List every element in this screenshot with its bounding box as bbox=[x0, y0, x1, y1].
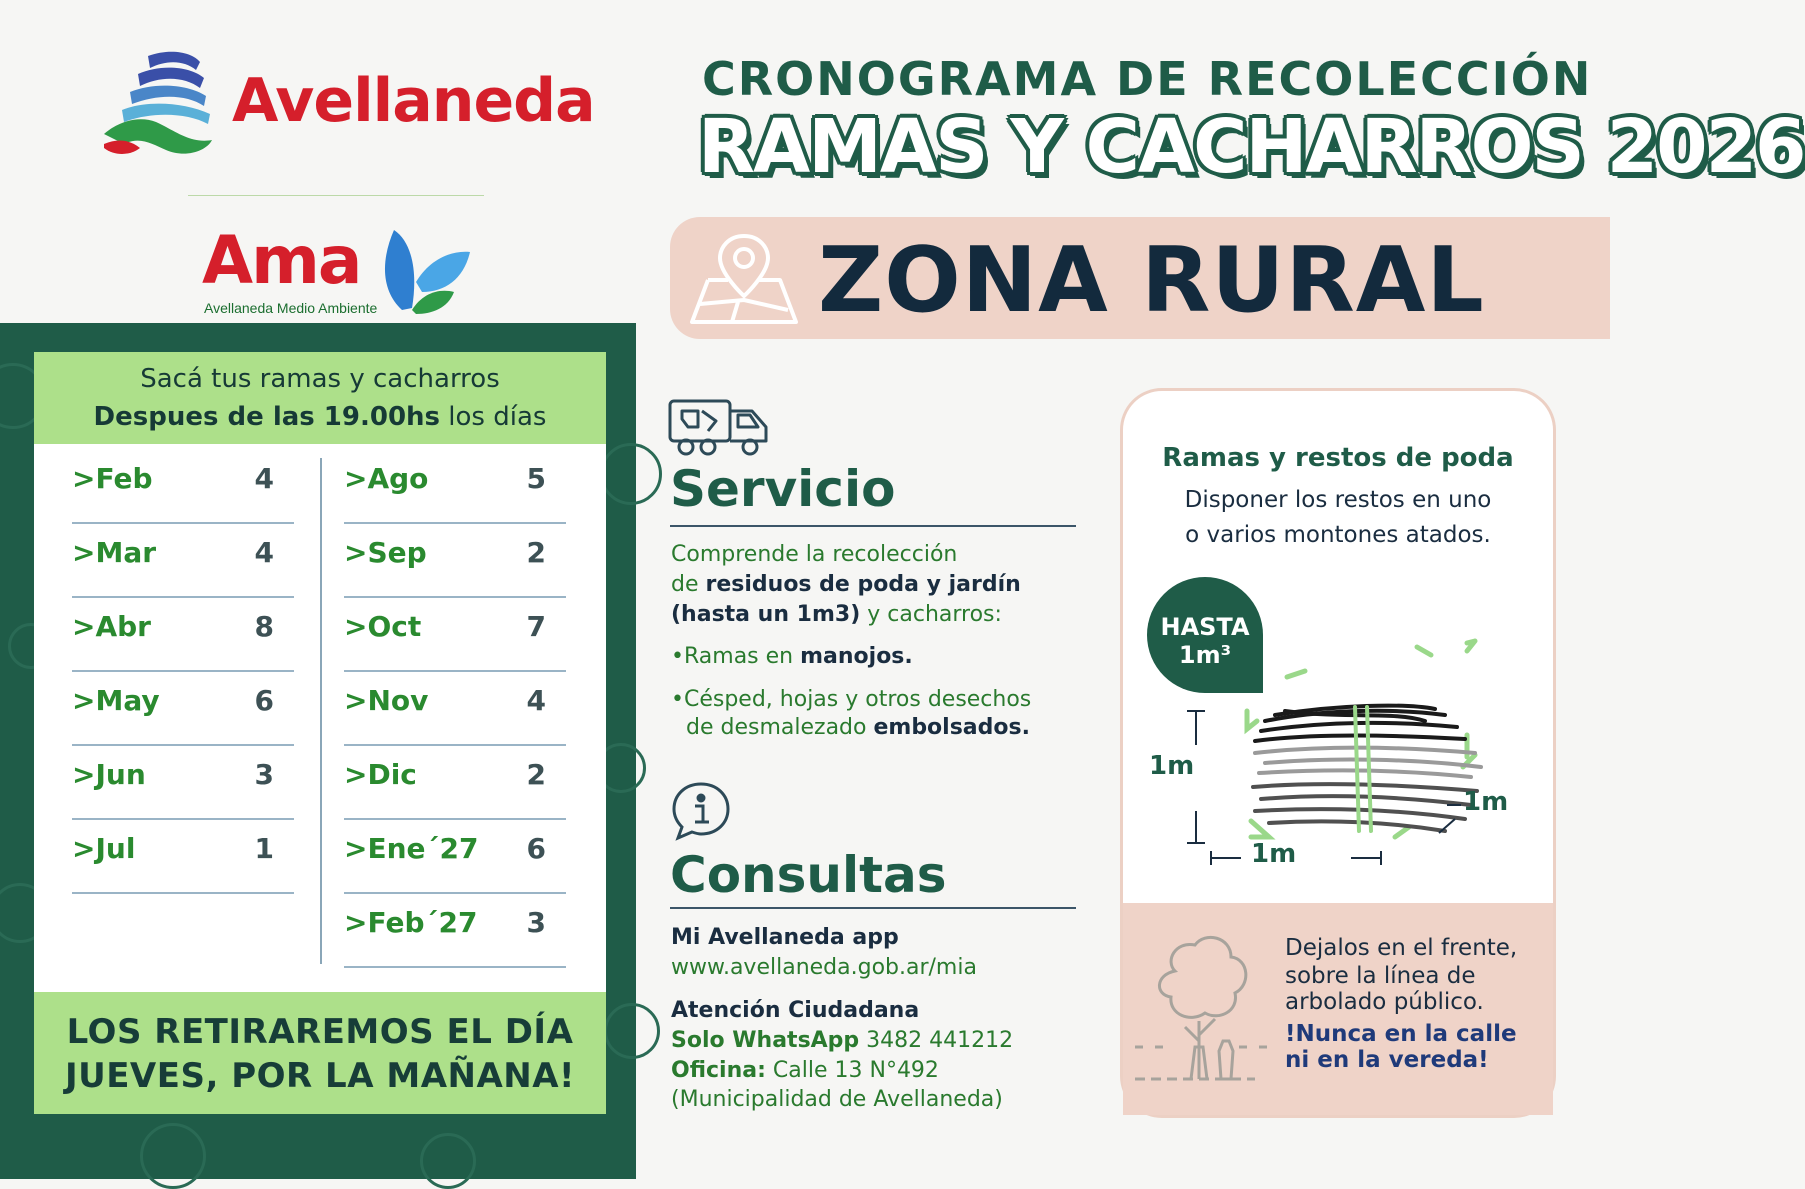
month: >Jun bbox=[72, 758, 146, 791]
title-line2: RAMAS Y CACHARROS 2026 bbox=[698, 104, 1805, 190]
day: 5 bbox=[526, 462, 546, 495]
butterfly-icon bbox=[372, 222, 472, 314]
day: 1 bbox=[254, 832, 274, 865]
day: 7 bbox=[526, 610, 546, 643]
month: >Ene´27 bbox=[344, 832, 479, 865]
service-line3-bold: (hasta un 1m3) bbox=[671, 602, 861, 627]
column-divider bbox=[320, 458, 322, 964]
month: >Jul bbox=[72, 832, 136, 865]
service-line3 bbox=[671, 600, 1091, 630]
consultas-heading: Consultas bbox=[670, 846, 947, 904]
schedule-row bbox=[344, 448, 566, 524]
dimension-depth: 1m bbox=[1463, 787, 1509, 817]
placement-line1: Dejalos en el frente, bbox=[1285, 935, 1518, 961]
month: >Nov bbox=[344, 684, 429, 717]
service-line1: Comprende la recolección bbox=[671, 542, 958, 567]
schedule-row bbox=[344, 892, 566, 968]
schedule-intro-line1: Sacá tus ramas y cacharros bbox=[140, 364, 500, 394]
day: 4 bbox=[254, 462, 274, 495]
intro-rest: los días bbox=[440, 402, 547, 432]
info-icon bbox=[670, 780, 732, 842]
info-card-sub2: o varios montones atados. bbox=[1185, 522, 1491, 548]
municipalidad-text: (Municipalidad de Avellaneda) bbox=[671, 1087, 1003, 1112]
badge-line2: 1m³ bbox=[1178, 641, 1232, 669]
whatsapp-line bbox=[671, 1028, 1013, 1053]
service-line2 bbox=[671, 570, 1091, 600]
schedule-row bbox=[344, 596, 566, 672]
month: >May bbox=[72, 684, 160, 717]
dimension-width: 1m bbox=[1251, 839, 1297, 869]
service-description bbox=[671, 540, 1091, 630]
service-heading: Servicio bbox=[670, 460, 896, 518]
placement-line2: sobre la línea de bbox=[1285, 963, 1476, 989]
map-pin-icon bbox=[688, 230, 800, 330]
oficina-line bbox=[671, 1058, 939, 1083]
whatsapp-label: Solo WhatsApp bbox=[671, 1028, 860, 1053]
tree-icon bbox=[1135, 931, 1275, 1081]
bullet1-pre: •Ramas en bbox=[671, 644, 801, 669]
badge-line1: HASTA bbox=[1160, 613, 1250, 641]
schedule-row bbox=[344, 670, 566, 746]
service-line3-rest: y cacharros: bbox=[860, 602, 1002, 627]
truck-icon bbox=[668, 397, 770, 459]
schedule-row bbox=[72, 818, 294, 894]
schedule-header bbox=[34, 352, 606, 444]
bullet2-bold: embolsados. bbox=[873, 715, 1030, 740]
footer-line1: LOS RETIRAREMOS EL DÍA bbox=[66, 1012, 574, 1052]
schedule-row bbox=[72, 596, 294, 672]
title-line1: CRONOGRAMA DE RECOLECCIÓN bbox=[702, 52, 1593, 106]
month: >Dic bbox=[344, 758, 417, 791]
footer-line2: JUEVES, POR LA MAÑANA! bbox=[64, 1056, 576, 1096]
month: >Ago bbox=[344, 462, 429, 495]
brand-name: Avellaneda bbox=[232, 66, 595, 136]
month: >Oct bbox=[344, 610, 422, 643]
month: >Mar bbox=[72, 536, 157, 569]
schedule-intro-line2 bbox=[34, 402, 606, 432]
dimension-lines bbox=[1181, 701, 1481, 881]
schedule-footer bbox=[34, 992, 606, 1114]
avellaneda-logo-icon bbox=[100, 48, 220, 158]
day: 3 bbox=[526, 906, 546, 939]
warning-line2: ni en la vereda! bbox=[1285, 1047, 1489, 1073]
divider bbox=[188, 195, 484, 196]
day: 2 bbox=[526, 536, 546, 569]
day: 6 bbox=[526, 832, 546, 865]
warning-line1: !Nunca en la calle bbox=[1285, 1021, 1517, 1047]
info-card bbox=[1120, 388, 1556, 1118]
oficina-label: Oficina: bbox=[671, 1058, 766, 1083]
placement-line3: arbolado público. bbox=[1285, 989, 1484, 1015]
info-card-sub1: Disponer los restos en uno bbox=[1184, 487, 1492, 513]
app-label: Mi Avellaneda app bbox=[671, 925, 899, 950]
service-line2-pre: de bbox=[671, 572, 706, 597]
whatsapp-number[interactable]: 3482 441212 bbox=[859, 1028, 1014, 1053]
day: 3 bbox=[254, 758, 274, 791]
dimension-height: 1m bbox=[1149, 751, 1195, 781]
app-url-link[interactable]: www.avellaneda.gob.ar/mia bbox=[671, 955, 977, 980]
schedule-row bbox=[72, 744, 294, 820]
day: 6 bbox=[254, 684, 274, 717]
day: 8 bbox=[254, 610, 274, 643]
divider bbox=[670, 525, 1076, 527]
schedule-row bbox=[344, 522, 566, 598]
intro-bold-time: Despues de las 19.00hs bbox=[93, 402, 441, 432]
month: >Feb bbox=[72, 462, 153, 495]
oficina-value: Calle 13 N°492 bbox=[765, 1058, 939, 1083]
atencion-label: Atención Ciudadana bbox=[671, 998, 920, 1023]
service-bullet-2: •Césped, hojas y otros desechos bbox=[671, 687, 1032, 712]
month: >Feb´27 bbox=[344, 906, 478, 939]
bullet1-bold: manojos. bbox=[800, 644, 913, 669]
ama-caption: Avellaneda Medio Ambiente bbox=[204, 300, 378, 316]
service-line2-bold: residuos de poda y jardín bbox=[705, 572, 1021, 597]
bullet2-pre: de desmalezado bbox=[686, 715, 874, 740]
schedule-row bbox=[344, 818, 566, 894]
service-bullet-2-cont bbox=[686, 714, 1030, 742]
schedule-row bbox=[72, 522, 294, 598]
info-card-title: Ramas y restos de poda bbox=[1162, 443, 1514, 473]
day: 2 bbox=[526, 758, 546, 791]
schedule-row bbox=[72, 670, 294, 746]
month: >Abr bbox=[72, 610, 151, 643]
schedule-row bbox=[344, 744, 566, 820]
day: 4 bbox=[254, 536, 274, 569]
month: >Sep bbox=[344, 536, 427, 569]
divider bbox=[670, 907, 1076, 909]
zone-title: ZONA RURAL bbox=[818, 228, 1485, 333]
ama-logo-text: Ama bbox=[202, 222, 361, 299]
schedule-row bbox=[72, 448, 294, 524]
service-bullet-1 bbox=[671, 643, 913, 671]
day: 4 bbox=[526, 684, 546, 717]
